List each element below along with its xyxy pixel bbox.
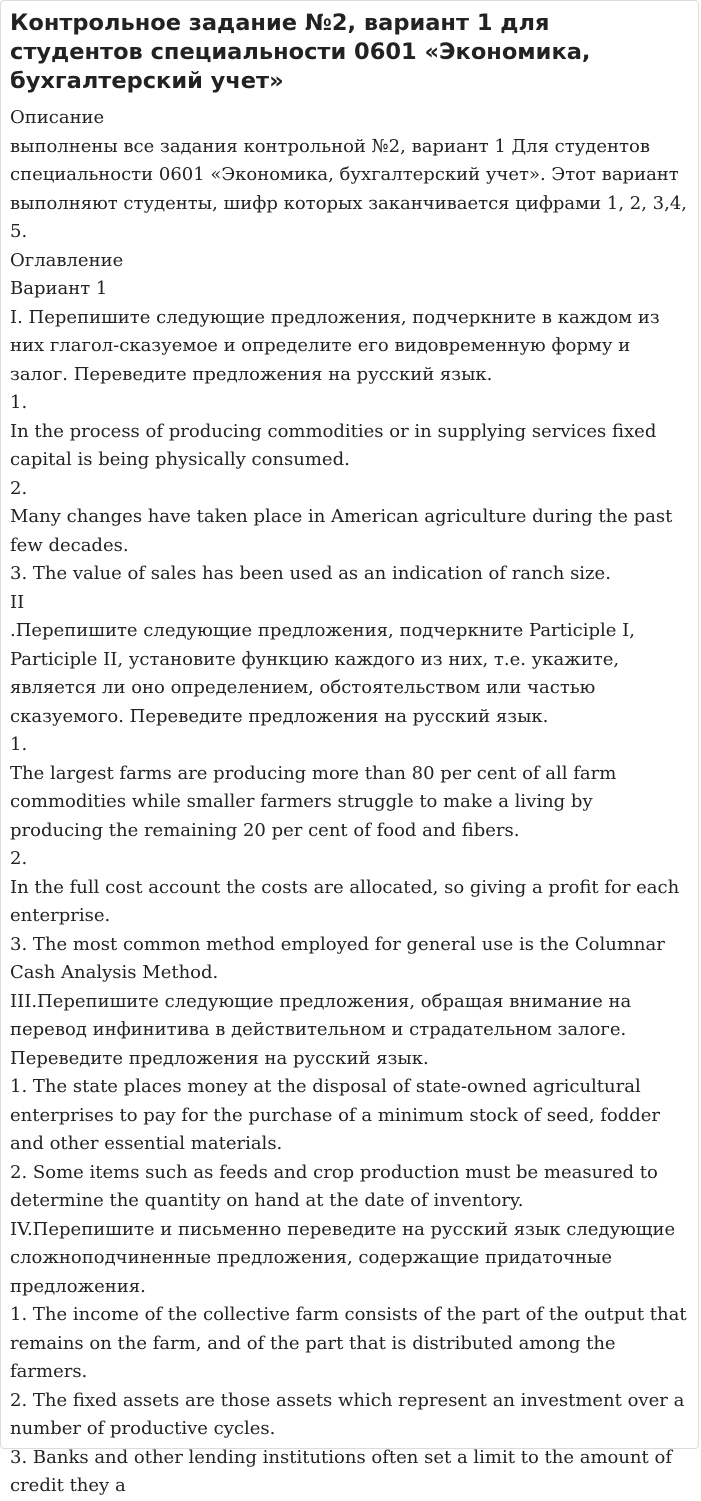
task-3-instruction: III.Перепишите следующие предложения, обращая внимание на перевод инфинитива в действительном и страдательном залоге. Переведите предложения на русский язык. bbox=[10, 990, 637, 1069]
document-body bbox=[10, 104, 693, 1501]
section-label-description: Описание bbox=[10, 107, 105, 128]
sentence-text: Many changes have taken place in American agriculture during the past few decades. bbox=[10, 506, 679, 556]
sentence-text: 3. The value of sales has been used as an indication of ranch size. bbox=[10, 563, 611, 584]
sentence-text: 2. The fixed assets are those assets which represent an investment over a number of productive cycles. bbox=[10, 1389, 691, 1439]
document-title: Контрольное задание №2, вариант 1 для студентов специальности 0601 «Экономика, бухгалтерский учет» bbox=[10, 10, 591, 94]
sentence-text: 1. The state places money at the disposal of state-owned agricultural enterprises to pay for the purchase of a minimum stock of seed, fodder and other essential materials. bbox=[10, 1076, 666, 1154]
description-text: выполнены все задания контрольной №2, вариант 1 Для студентов специальности 0601 «Экономика, бухгалтерский учет». Этот вариант выполняют студенты, шифр которых заканчивается цифрами 1, 2, 3,4, 5. bbox=[10, 135, 693, 242]
sentence-text: 3. The most common method employed for general use is the Columnar Cash Analysis Method. bbox=[10, 933, 671, 983]
sentence-text: The largest farms are producing more than 80 per cent of all farm commodities while smaller farmers struggle to make a living by producing the remaining 20 per cent of food and fibers. bbox=[10, 762, 623, 841]
task-4-instruction: IV.Перепишите и письменно переведите на русский язык следующие сложноподчиненные предложения, содержащие придаточные предложения. bbox=[10, 1218, 681, 1297]
task-2-numeral: II bbox=[10, 591, 25, 613]
task-1-instruction: I. Перепишите следующие предложения, подчеркните в каждом из них глагол-сказуемое и определите его видовременную форму и залог. Переведите предложения на русский язык. bbox=[10, 306, 666, 385]
sentence-text: In the full cost account the costs are allocated, so giving a profit for each enterprise. bbox=[10, 876, 685, 926]
task-2-instruction: .Перепишите следующие предложения, подчеркните Participle I, Participle II, установите функцию каждого из них, т.е. укажите, является ли оно определением, обстоятельством или частью сказуемого. Переведите предложения на русский язык. bbox=[10, 620, 641, 727]
item-number: 1. bbox=[10, 392, 28, 413]
item-number: 2. bbox=[10, 477, 28, 499]
item-number: 1. bbox=[10, 734, 28, 755]
sentence-text: 3. Banks and other lending institutions often set a limit to the amount of credit they a bbox=[10, 1446, 678, 1496]
sentence-text: 1. The income of the collective farm consists of the part of the output that remains on the farm, and of the part that is distributed among the farmers. bbox=[10, 1304, 693, 1382]
sentence-text: 2. Some items such as feeds and crop production must be measured to determine the quantity on hand at the date of inventory. bbox=[10, 1161, 664, 1211]
sentence-text: In the process of producing commodities or in supplying services fixed capital is being physically consumed. bbox=[10, 420, 663, 470]
variant-heading: Вариант 1 bbox=[10, 278, 108, 299]
section-label-contents: Оглавление bbox=[10, 249, 124, 271]
item-number: 2. bbox=[10, 848, 28, 869]
